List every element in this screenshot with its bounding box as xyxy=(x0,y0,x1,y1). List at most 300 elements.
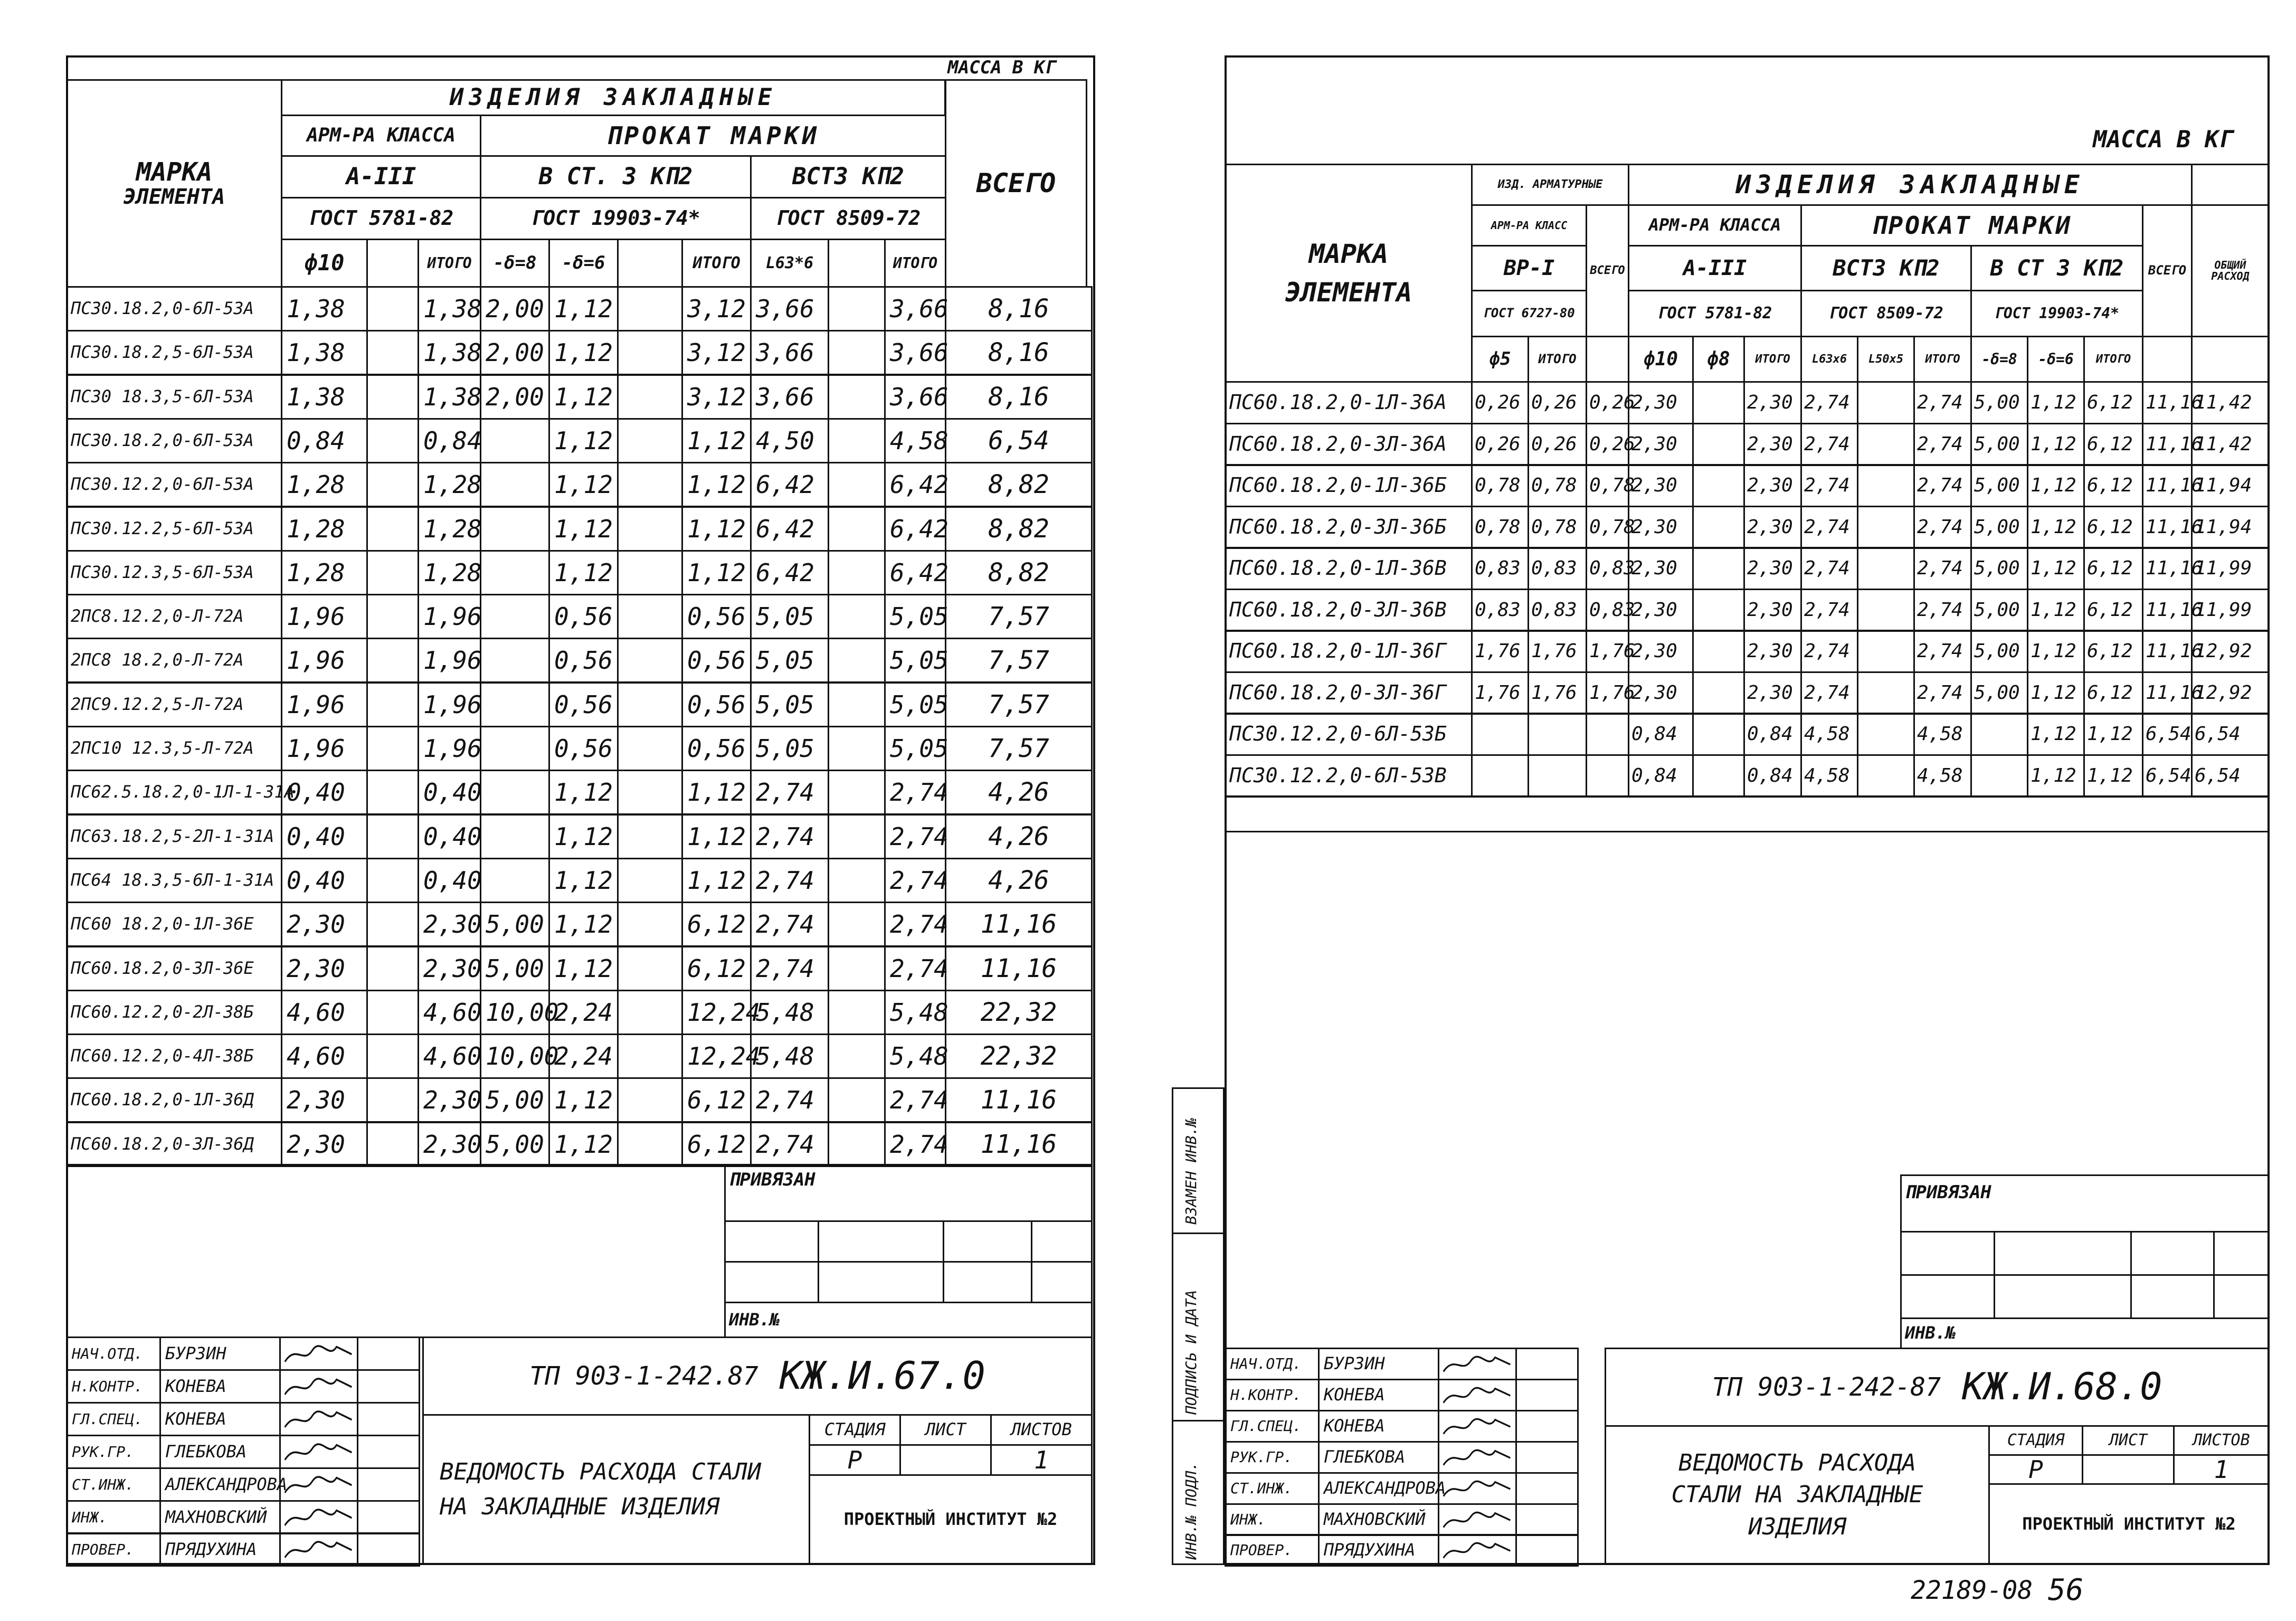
right-listov-value: 1 xyxy=(2173,1454,2270,1485)
right-staff-name: КОНЕВА xyxy=(1318,1379,1439,1411)
left-row-value xyxy=(366,814,419,859)
left-row-value xyxy=(617,506,683,552)
right-row-value: 1,12 xyxy=(2027,547,2085,590)
right-row-mark: ПС60.18.2,0-1Л-36Б xyxy=(1225,464,1473,507)
left-row-value: 5,05 xyxy=(750,726,829,771)
right-row-value: 0,26 xyxy=(1586,423,1629,466)
left-row-value xyxy=(828,770,886,815)
left-row-value: 0,40 xyxy=(281,858,368,903)
right-row-value: 0,84 xyxy=(1743,754,1802,798)
right-row-value: 11,16 xyxy=(2142,464,2193,507)
left-row-mark: ПС60.18.2,0-3Л-36Д xyxy=(66,1122,282,1167)
right-row-value: 11,16 xyxy=(2142,671,2193,715)
left-row-value xyxy=(366,594,419,639)
left-row-value xyxy=(617,1077,683,1123)
right-row-value: 2,30 xyxy=(1743,506,1802,549)
left-row-value xyxy=(480,462,550,507)
right-gost-1: ГОСТ 5781-82 xyxy=(1628,290,1802,337)
left-row-value: 1,28 xyxy=(281,462,368,507)
left-row-mark: ПС64 18.3,5-6Л-1-31А xyxy=(66,858,282,903)
left-staff-name: МАХНОВСКИЙ xyxy=(159,1500,281,1534)
left-row-value: 11,16 xyxy=(945,902,1093,947)
left-col-itogo-3: ИТОГО xyxy=(884,239,946,288)
right-header-mark xyxy=(1225,164,1473,383)
right-row-value xyxy=(1692,464,1745,507)
right-row-value: 2,74 xyxy=(1800,547,1858,590)
left-row-value xyxy=(828,1122,886,1167)
right-row-value xyxy=(1692,381,1745,424)
left-row-value: 1,12 xyxy=(548,858,619,903)
right-col-empty-5 xyxy=(2191,336,2270,383)
right-col-phi8: ф8 xyxy=(1692,336,1745,383)
right-priv-grid-7 xyxy=(2130,1274,2215,1319)
left-vst3-a: В СТ. 3 КП2 xyxy=(480,155,752,198)
left-row-value: 1,12 xyxy=(681,506,752,552)
left-row-value: 0,40 xyxy=(418,814,481,859)
left-priv-grid-1 xyxy=(724,1220,819,1263)
right-row-value xyxy=(1857,630,1915,673)
right-priv-grid-6 xyxy=(1994,1274,2132,1319)
left-row-value: 5,00 xyxy=(480,946,550,991)
right-col-empty-4 xyxy=(2142,336,2193,383)
right-staff-date xyxy=(1515,1472,1579,1505)
left-gost-3: ГОСТ 8509-72 xyxy=(750,197,946,240)
right-row-value: 2,74 xyxy=(1800,506,1858,549)
left-row-value: 1,12 xyxy=(548,550,619,595)
left-signature xyxy=(279,1500,358,1534)
left-row-value xyxy=(617,858,683,903)
right-row-value: 5,00 xyxy=(1970,423,2028,466)
left-row-value: 5,48 xyxy=(750,990,829,1035)
right-row-value: 4,58 xyxy=(1800,713,1858,756)
right-row-value: 1,76 xyxy=(1471,671,1529,715)
left-row-value: 1,38 xyxy=(281,286,368,331)
footer-page: 56 xyxy=(2048,1573,2084,1607)
left-row-value: 2,74 xyxy=(750,858,829,903)
right-row-value: 6,54 xyxy=(2191,713,2270,756)
right-vst3-b: В СТ 3 КП2 xyxy=(1970,245,2143,291)
right-inv-no: ИНВ.№ xyxy=(1900,1317,2270,1349)
right-row-mark: ПС60.18.2,0-3Л-36В xyxy=(1225,589,1473,632)
left-row-value xyxy=(366,638,419,683)
right-row-value: 6,54 xyxy=(2142,713,2193,756)
left-row-value: 1,28 xyxy=(418,506,481,552)
right-row-value: 2,30 xyxy=(1628,506,1694,549)
left-row-value: 5,05 xyxy=(884,594,946,639)
left-row-value: 1,38 xyxy=(281,330,368,375)
left-row-value: 10,00 xyxy=(480,990,550,1035)
left-row-value: 1,12 xyxy=(681,770,752,815)
right-row-value: 11,16 xyxy=(2142,630,2193,673)
left-row-value xyxy=(366,858,419,903)
left-row-value: 1,12 xyxy=(548,1077,619,1123)
left-row-value xyxy=(617,286,683,331)
right-row-value: 0,26 xyxy=(1471,381,1529,424)
left-arm-class: АРМ-РА КЛАССА xyxy=(281,115,481,157)
left-row-value xyxy=(617,462,683,507)
left-row-value: 5,48 xyxy=(884,1034,946,1079)
left-row-value: 4,60 xyxy=(281,1034,368,1079)
left-row-value xyxy=(480,858,550,903)
right-col-l50: L50х5 xyxy=(1857,336,1915,383)
left-row-value xyxy=(828,506,886,552)
left-row-value: 5,05 xyxy=(750,682,829,727)
left-row-value: 11,16 xyxy=(945,1077,1093,1123)
left-row-value: 2,00 xyxy=(480,374,550,420)
left-row-value: 1,38 xyxy=(418,374,481,420)
right-row-value xyxy=(1471,754,1529,798)
left-row-value: 3,66 xyxy=(750,286,829,331)
left-row-value: 1,28 xyxy=(281,506,368,552)
left-row-mark: 2ПС10 12.3,5-Л-72А xyxy=(66,726,282,771)
left-row-value: 0,56 xyxy=(548,594,619,639)
left-row-value xyxy=(366,1034,419,1079)
right-col-d8: -δ=8 xyxy=(1970,336,2028,383)
right-total: ВСЕГО xyxy=(2142,204,2193,337)
left-col-d6: -δ=6 xyxy=(548,239,619,288)
left-row-value xyxy=(366,330,419,375)
left-row-value xyxy=(617,770,683,815)
right-row-value: 2,30 xyxy=(1628,381,1694,424)
right-listov-label: ЛИСТОВ xyxy=(2173,1425,2270,1456)
right-mass-label: МАССА В КГ xyxy=(2093,126,2233,153)
left-row-value xyxy=(366,726,419,771)
right-row-value: 2,74 xyxy=(1800,671,1858,715)
left-row-value xyxy=(828,374,886,420)
right-title-line-1: ВЕДОМОСТЬ РАСХОДА xyxy=(1678,1449,1917,1477)
left-row-value: 3,12 xyxy=(681,330,752,375)
right-col-l63: L63х6 xyxy=(1800,336,1858,383)
left-row-value xyxy=(366,286,419,331)
right-row-value: 1,12 xyxy=(2027,423,2085,466)
right-mark-label-1: МАРКА xyxy=(1308,239,1389,269)
right-row-mark: ПС60.18.2,0-1Л-36В xyxy=(1225,547,1473,590)
right-row-value: 2,30 xyxy=(1743,671,1802,715)
left-row-value xyxy=(480,550,550,595)
left-row-value xyxy=(828,682,886,727)
left-title-line-1: ВЕДОМОСТЬ РАСХОДА СТАЛИ xyxy=(440,1458,762,1485)
right-row-value: 0,26 xyxy=(1471,423,1529,466)
left-row-mark: ПС30.18.2,0-6Л-53А xyxy=(66,286,282,331)
left-row-value xyxy=(480,814,550,859)
right-staff-role: ПРОВЕР. xyxy=(1225,1534,1320,1567)
left-mark-label-2: ЭЛЕМЕНТА xyxy=(123,184,225,209)
left-row-value: 1,96 xyxy=(418,726,481,771)
left-row-value xyxy=(828,638,886,683)
left-row-value: 1,96 xyxy=(418,638,481,683)
left-row-value xyxy=(828,990,886,1035)
right-col-phi5: ф5 xyxy=(1471,336,1529,383)
right-row-value: 4,58 xyxy=(1913,754,1972,798)
left-listov-value: 1 xyxy=(990,1444,1093,1476)
right-row-value xyxy=(1857,423,1915,466)
right-title-line-2: СТАЛИ НА ЗАКЛАДНЫЕ xyxy=(1671,1481,1923,1509)
left-mark-label-1: МАРКА xyxy=(136,157,213,187)
left-row-value xyxy=(366,1122,419,1167)
right-row-value: 6,12 xyxy=(2083,381,2143,424)
left-title-box xyxy=(422,1414,810,1565)
right-row-value: 6,12 xyxy=(2083,464,2143,507)
left-row-value: 4,60 xyxy=(418,1034,481,1079)
right-title-line-3: ИЗДЕЛИЯ xyxy=(1748,1513,1846,1540)
left-row-value: 6,12 xyxy=(681,1077,752,1123)
right-gost-vr: ГОСТ 6727-80 xyxy=(1471,290,1587,337)
left-staff-name: АЛЕКСАНДРОВА xyxy=(159,1467,281,1502)
right-row-mark: ПС30.12.2,0-6Л-53В xyxy=(1225,754,1473,798)
right-row-value: 1,12 xyxy=(2027,671,2085,715)
right-row-value: 12,92 xyxy=(2191,630,2270,673)
right-row-value xyxy=(1857,671,1915,715)
left-row-value xyxy=(366,418,419,463)
right-row-value: 2,30 xyxy=(1743,547,1802,590)
right-row-value: 11,42 xyxy=(2191,381,2270,424)
left-row-value: 4,50 xyxy=(750,418,829,463)
left-row-value: 8,16 xyxy=(945,330,1093,375)
left-row-value xyxy=(480,418,550,463)
right-row-value xyxy=(1692,506,1745,549)
right-row-value: 1,12 xyxy=(2027,713,2085,756)
right-row-value xyxy=(1857,506,1915,549)
right-row-value: 4,58 xyxy=(1800,754,1858,798)
left-row-value xyxy=(480,506,550,552)
left-row-value xyxy=(617,374,683,420)
left-row-value: 1,12 xyxy=(548,374,619,420)
left-staff-role: ИНЖ. xyxy=(66,1500,161,1534)
left-institute: ПРОЕКТНЫЙ ИНСТИТУТ №2 xyxy=(809,1474,1093,1565)
left-row-value: 2,30 xyxy=(418,946,481,991)
left-row-value: 5,05 xyxy=(750,638,829,683)
right-row-value: 2,74 xyxy=(1913,423,1972,466)
right-side-divider-2 xyxy=(1172,1420,1225,1421)
left-stadia-value: Р xyxy=(809,1444,901,1476)
right-row-value: 5,00 xyxy=(1970,630,2028,673)
right-row-value xyxy=(1857,381,1915,424)
left-staff-date xyxy=(357,1435,420,1469)
left-row-value: 6,12 xyxy=(681,946,752,991)
right-col-phi10: ф10 xyxy=(1628,336,1694,383)
left-staff-name: КОНЕВА xyxy=(159,1402,281,1436)
left-row-value: 11,16 xyxy=(945,1122,1093,1167)
left-group-title: ИЗДЕЛИЯ ЗАКЛАДНЫЕ xyxy=(281,79,946,116)
left-row-value: 5,48 xyxy=(884,990,946,1035)
left-row-value: 2,74 xyxy=(750,902,829,947)
right-row-value: 2,74 xyxy=(1913,589,1972,632)
right-staff-date xyxy=(1515,1379,1579,1411)
left-row-value xyxy=(617,902,683,947)
right-staff-role: ИНЖ. xyxy=(1225,1503,1320,1536)
left-row-value: 2,30 xyxy=(418,902,481,947)
left-priv-grid-2 xyxy=(818,1220,944,1263)
right-row-value: 6,12 xyxy=(2083,671,2143,715)
right-signature xyxy=(1438,1379,1517,1411)
left-row-value: 6,42 xyxy=(750,550,829,595)
left-col-itogo-1: ИТОГО xyxy=(418,239,481,288)
right-signature xyxy=(1438,1441,1517,1474)
right-row-mark: ПС60.18.2,0-3Л-36А xyxy=(1225,423,1473,466)
left-row-value: 2,74 xyxy=(750,1122,829,1167)
right-col-itogo-1: ИТОГО xyxy=(1743,336,1802,383)
left-row-value: 8,82 xyxy=(945,462,1093,507)
left-row-value: 2,30 xyxy=(281,1122,368,1167)
right-row-value: 0,78 xyxy=(1471,506,1529,549)
left-blank-area xyxy=(66,1164,726,1338)
right-row-value: 11,42 xyxy=(2191,423,2270,466)
right-code-sheet: КЖ.И.68.0 xyxy=(1962,1365,2162,1409)
right-priv-grid-2 xyxy=(1994,1231,2132,1276)
left-row-value xyxy=(617,682,683,727)
left-row-value: 2,30 xyxy=(281,1077,368,1123)
left-row-mark: ПС60.12.2,0-4Л-38Б xyxy=(66,1034,282,1079)
left-row-value xyxy=(828,946,886,991)
right-row-value: 1,76 xyxy=(1471,630,1529,673)
left-row-mark: ПС60 18.2,0-1Л-36Е xyxy=(66,902,282,947)
right-row-value: 1,12 xyxy=(2027,630,2085,673)
right-row-value: 1,12 xyxy=(2027,754,2085,798)
left-row-value xyxy=(617,946,683,991)
left-row-value: 1,96 xyxy=(418,594,481,639)
left-row-value: 0,40 xyxy=(281,814,368,859)
left-col-d8: -δ=8 xyxy=(480,239,550,288)
left-signature xyxy=(279,1336,358,1371)
right-staff-date xyxy=(1515,1410,1579,1443)
left-rolled: ПРОКАТ МАРКИ xyxy=(480,115,946,157)
right-staff-role: СТ.ИНЖ. xyxy=(1225,1472,1320,1505)
left-row-value: 2,74 xyxy=(750,1077,829,1123)
right-row-value: 0,78 xyxy=(1471,464,1529,507)
left-row-value: 3,66 xyxy=(750,374,829,420)
left-row-value xyxy=(366,506,419,552)
left-row-value: 2,30 xyxy=(281,946,368,991)
left-row-value: 12,24 xyxy=(681,1034,752,1079)
left-row-value: 4,26 xyxy=(945,858,1093,903)
left-row-value: 5,05 xyxy=(750,594,829,639)
left-staff-role: ПРОВЕР. xyxy=(66,1532,161,1567)
left-col-l63: L63*6 xyxy=(750,239,829,288)
left-row-value: 5,00 xyxy=(480,1077,550,1123)
left-row-value: 1,12 xyxy=(548,330,619,375)
left-row-value: 7,57 xyxy=(945,638,1093,683)
right-row-value: 2,30 xyxy=(1743,464,1802,507)
right-row-mark: ПС60.18.2,0-1Л-36А xyxy=(1225,381,1473,424)
right-row-value: 0,78 xyxy=(1527,464,1587,507)
left-signature xyxy=(279,1435,358,1469)
left-row-value: 0,56 xyxy=(548,682,619,727)
left-row-value xyxy=(617,1034,683,1079)
left-row-value: 2,74 xyxy=(884,814,946,859)
left-row-value: 6,42 xyxy=(750,462,829,507)
right-row-value: 11,94 xyxy=(2191,506,2270,549)
right-row-value: 0,83 xyxy=(1471,589,1529,632)
right-signature xyxy=(1438,1503,1517,1536)
right-col-d6: -δ=6 xyxy=(2027,336,2085,383)
right-row-value xyxy=(1527,754,1587,798)
right-priv-grid-3 xyxy=(2130,1231,2215,1276)
right-row-value xyxy=(1692,630,1745,673)
right-staff-name: АЛЕКСАНДРОВА xyxy=(1318,1472,1439,1505)
right-row-value: 2,30 xyxy=(1628,630,1694,673)
left-row-value: 2,74 xyxy=(750,770,829,815)
right-row-value: 2,74 xyxy=(1800,423,1858,466)
left-row-value xyxy=(617,638,683,683)
right-row-value: 11,99 xyxy=(2191,589,2270,632)
left-row-value: 1,12 xyxy=(548,902,619,947)
right-row-value: 5,00 xyxy=(1970,464,2028,507)
left-row-value: 1,96 xyxy=(281,594,368,639)
left-row-value: 0,40 xyxy=(418,858,481,903)
right-row-value xyxy=(1857,589,1915,632)
left-stadia-label: СТАДИЯ xyxy=(809,1414,901,1446)
left-a3: А-III xyxy=(281,155,481,198)
right-staff-name: БУРЗИН xyxy=(1318,1348,1439,1380)
right-signature xyxy=(1438,1472,1517,1505)
right-row-value: 11,94 xyxy=(2191,464,2270,507)
left-row-value xyxy=(617,814,683,859)
right-row-value: 4,58 xyxy=(1913,713,1972,756)
left-row-value: 3,66 xyxy=(884,374,946,420)
right-row-value: 1,76 xyxy=(1586,630,1629,673)
left-row-value: 0,56 xyxy=(681,682,752,727)
right-row-mark: ПС30.12.2,0-6Л-53Б xyxy=(1225,713,1473,756)
left-row-value: 2,30 xyxy=(281,902,368,947)
left-row-value xyxy=(480,726,550,771)
right-side-divider-1 xyxy=(1172,1233,1225,1234)
left-row-value xyxy=(617,550,683,595)
right-row-value: 2,30 xyxy=(1743,630,1802,673)
right-row-value: 0,78 xyxy=(1586,506,1629,549)
right-row-value: 2,30 xyxy=(1628,423,1694,466)
right-row-value: 5,00 xyxy=(1970,506,2028,549)
left-row-value: 12,24 xyxy=(681,990,752,1035)
left-row-value: 1,12 xyxy=(681,858,752,903)
left-row-value: 2,30 xyxy=(418,1122,481,1167)
left-row-value: 0,84 xyxy=(418,418,481,463)
left-staff-name: ГЛЕБКОВА xyxy=(159,1435,281,1469)
left-row-value: 2,24 xyxy=(548,990,619,1035)
left-row-value: 1,38 xyxy=(418,286,481,331)
right-row-value xyxy=(1471,713,1529,756)
right-staff-name: МАХНОВСКИЙ xyxy=(1318,1503,1439,1536)
left-row-value: 1,12 xyxy=(548,814,619,859)
left-row-value xyxy=(828,1077,886,1123)
left-signature xyxy=(279,1402,358,1436)
left-signature xyxy=(279,1369,358,1404)
left-row-value: 1,96 xyxy=(281,726,368,771)
right-row-value: 11,16 xyxy=(2142,423,2193,466)
right-row-value: 1,12 xyxy=(2027,589,2085,632)
left-row-value: 7,57 xyxy=(945,682,1093,727)
right-staff-name: ПРЯДУХИНА xyxy=(1318,1534,1439,1567)
left-title-line-2: НА ЗАКЛАДНЫЕ ИЗДЕЛИЯ xyxy=(440,1493,719,1520)
left-row-value xyxy=(366,902,419,947)
left-row-value: 5,00 xyxy=(480,1122,550,1167)
left-row-value: 4,60 xyxy=(418,990,481,1035)
left-privyazan: ПРИВЯЗАН xyxy=(724,1164,1093,1222)
right-row-value: 1,76 xyxy=(1586,671,1629,715)
left-row-value: 6,12 xyxy=(681,902,752,947)
right-staff-name: КОНЕВА xyxy=(1318,1410,1439,1443)
left-row-value: 22,32 xyxy=(945,990,1093,1035)
left-list-value xyxy=(899,1444,992,1476)
right-row-value: 2,74 xyxy=(1800,464,1858,507)
left-row-value: 2,74 xyxy=(884,770,946,815)
right-row-value: 2,30 xyxy=(1743,381,1802,424)
right-row-mark: ПС60.18.2,0-1Л-36Г xyxy=(1225,630,1473,673)
right-row-value: 1,12 xyxy=(2027,506,2085,549)
left-row-value: 8,82 xyxy=(945,550,1093,595)
right-row-value: 0,83 xyxy=(1527,547,1587,590)
left-staff-date xyxy=(357,1369,420,1404)
left-code-line-box xyxy=(422,1336,1093,1416)
